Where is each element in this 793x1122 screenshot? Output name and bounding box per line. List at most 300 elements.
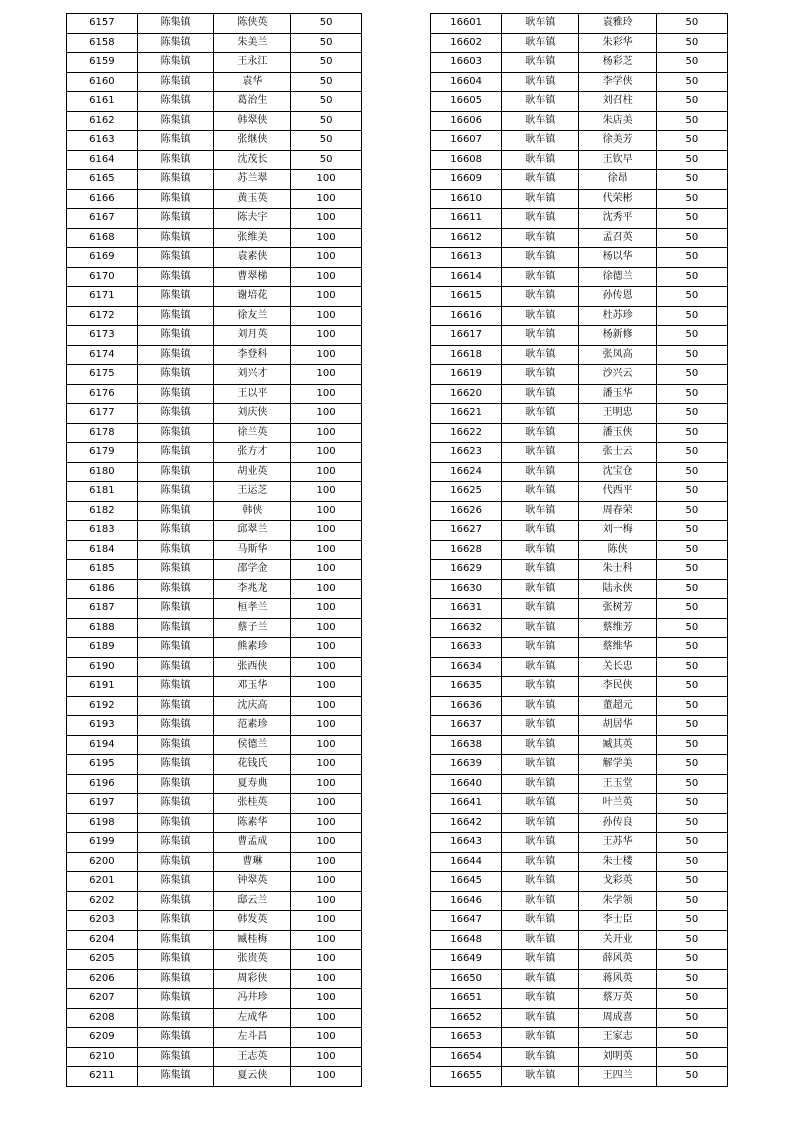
amount-cell: 100 bbox=[291, 365, 362, 385]
person-name-cell: 徐兰英 bbox=[214, 423, 291, 443]
row-number-cell: 6194 bbox=[67, 735, 138, 755]
town-cell: 陈集镇 bbox=[137, 599, 214, 619]
table-row bbox=[431, 1028, 728, 1048]
amount-cell: 50 bbox=[291, 33, 362, 53]
table-row bbox=[67, 365, 362, 385]
row-number-cell: 6174 bbox=[67, 345, 138, 365]
row-number-cell: 6197 bbox=[67, 794, 138, 814]
table-row bbox=[67, 462, 362, 482]
table-row bbox=[431, 53, 728, 73]
table-row bbox=[67, 540, 362, 560]
table-row bbox=[67, 345, 362, 365]
amount-cell: 100 bbox=[291, 540, 362, 560]
town-cell: 耿车镇 bbox=[502, 131, 579, 151]
amount-cell: 100 bbox=[291, 1008, 362, 1028]
person-name-cell: 钟翠英 bbox=[214, 872, 291, 892]
town-cell: 陈集镇 bbox=[137, 930, 214, 950]
row-number-cell: 6202 bbox=[67, 891, 138, 911]
table-row bbox=[67, 131, 362, 151]
row-number-cell: 16641 bbox=[431, 794, 502, 814]
row-number-cell: 16616 bbox=[431, 306, 502, 326]
table-row bbox=[431, 33, 728, 53]
row-number-cell: 6159 bbox=[67, 53, 138, 73]
person-name-cell: 陆永侠 bbox=[579, 579, 656, 599]
town-cell: 陈集镇 bbox=[137, 14, 214, 34]
town-cell: 陈集镇 bbox=[137, 228, 214, 248]
table-row bbox=[431, 677, 728, 697]
table-row bbox=[431, 794, 728, 814]
town-cell: 耿车镇 bbox=[502, 92, 579, 112]
table-row bbox=[431, 891, 728, 911]
town-cell: 陈集镇 bbox=[137, 326, 214, 346]
table-row bbox=[431, 930, 728, 950]
row-number-cell: 16625 bbox=[431, 482, 502, 502]
row-number-cell: 6205 bbox=[67, 950, 138, 970]
town-cell: 耿车镇 bbox=[502, 852, 579, 872]
amount-cell: 100 bbox=[291, 852, 362, 872]
row-number-cell: 16614 bbox=[431, 267, 502, 287]
amount-cell: 50 bbox=[656, 53, 727, 73]
town-cell: 陈集镇 bbox=[137, 677, 214, 697]
person-name-cell: 潘玉侠 bbox=[579, 423, 656, 443]
person-name-cell: 蔡万英 bbox=[579, 989, 656, 1009]
table-row bbox=[431, 287, 728, 307]
amount-cell: 100 bbox=[291, 638, 362, 658]
amount-cell: 100 bbox=[291, 423, 362, 443]
table-row bbox=[431, 872, 728, 892]
row-number-cell: 16630 bbox=[431, 579, 502, 599]
amount-cell: 50 bbox=[656, 170, 727, 190]
town-cell: 耿车镇 bbox=[502, 443, 579, 463]
amount-cell: 100 bbox=[291, 930, 362, 950]
amount-cell: 100 bbox=[291, 482, 362, 502]
amount-cell: 50 bbox=[656, 833, 727, 853]
row-number-cell: 6210 bbox=[67, 1047, 138, 1067]
person-name-cell: 沙兴云 bbox=[579, 365, 656, 385]
amount-cell: 50 bbox=[656, 969, 727, 989]
town-cell: 耿车镇 bbox=[502, 384, 579, 404]
person-name-cell: 朱学领 bbox=[579, 891, 656, 911]
amount-cell: 50 bbox=[656, 677, 727, 697]
row-number-cell: 6199 bbox=[67, 833, 138, 853]
table-row bbox=[431, 462, 728, 482]
table-row bbox=[431, 150, 728, 170]
table-row bbox=[431, 209, 728, 229]
amount-cell: 100 bbox=[291, 170, 362, 190]
person-name-cell: 左成华 bbox=[214, 1008, 291, 1028]
left-roster-table bbox=[66, 13, 362, 1087]
person-name-cell: 曹翠梯 bbox=[214, 267, 291, 287]
town-cell: 耿车镇 bbox=[502, 677, 579, 697]
table-row bbox=[67, 677, 362, 697]
person-name-cell: 周春荣 bbox=[579, 501, 656, 521]
person-name-cell: 李兆龙 bbox=[214, 579, 291, 599]
person-name-cell: 马斯华 bbox=[214, 540, 291, 560]
town-cell: 耿车镇 bbox=[502, 833, 579, 853]
person-name-cell: 陈侠英 bbox=[214, 14, 291, 34]
town-cell: 耿车镇 bbox=[502, 540, 579, 560]
amount-cell: 50 bbox=[656, 735, 727, 755]
town-cell: 陈集镇 bbox=[137, 53, 214, 73]
table-row bbox=[431, 657, 728, 677]
table-row bbox=[431, 189, 728, 209]
table-row bbox=[431, 248, 728, 268]
row-number-cell: 6168 bbox=[67, 228, 138, 248]
amount-cell: 50 bbox=[656, 696, 727, 716]
right-table-body bbox=[431, 14, 728, 1087]
town-cell: 耿车镇 bbox=[502, 423, 579, 443]
row-number-cell: 6169 bbox=[67, 248, 138, 268]
table-row bbox=[431, 540, 728, 560]
table-row bbox=[431, 618, 728, 638]
table-row bbox=[67, 560, 362, 580]
row-number-cell: 6171 bbox=[67, 287, 138, 307]
row-number-cell: 16602 bbox=[431, 33, 502, 53]
row-number-cell: 6181 bbox=[67, 482, 138, 502]
person-name-cell: 朱店美 bbox=[579, 111, 656, 131]
row-number-cell: 16615 bbox=[431, 287, 502, 307]
table-row bbox=[431, 560, 728, 580]
town-cell: 耿车镇 bbox=[502, 189, 579, 209]
person-name-cell: 刘月英 bbox=[214, 326, 291, 346]
person-name-cell: 侯德兰 bbox=[214, 735, 291, 755]
town-cell: 陈集镇 bbox=[137, 813, 214, 833]
person-name-cell: 朱士楼 bbox=[579, 852, 656, 872]
amount-cell: 50 bbox=[656, 930, 727, 950]
amount-cell: 100 bbox=[291, 989, 362, 1009]
row-number-cell: 6198 bbox=[67, 813, 138, 833]
town-cell: 陈集镇 bbox=[137, 443, 214, 463]
table-row bbox=[67, 657, 362, 677]
amount-cell: 50 bbox=[656, 248, 727, 268]
person-name-cell: 陈素华 bbox=[214, 813, 291, 833]
person-name-cell: 黄玉英 bbox=[214, 189, 291, 209]
amount-cell: 50 bbox=[656, 891, 727, 911]
row-number-cell: 16634 bbox=[431, 657, 502, 677]
table-row bbox=[431, 735, 728, 755]
town-cell: 耿车镇 bbox=[502, 1028, 579, 1048]
table-row bbox=[431, 482, 728, 502]
table-row bbox=[67, 326, 362, 346]
table-row bbox=[67, 852, 362, 872]
person-name-cell: 冯井珍 bbox=[214, 989, 291, 1009]
row-number-cell: 6172 bbox=[67, 306, 138, 326]
table-row bbox=[431, 716, 728, 736]
person-name-cell: 曹孟成 bbox=[214, 833, 291, 853]
amount-cell: 100 bbox=[291, 872, 362, 892]
table-row bbox=[431, 579, 728, 599]
row-number-cell: 6190 bbox=[67, 657, 138, 677]
town-cell: 耿车镇 bbox=[502, 287, 579, 307]
row-number-cell: 16619 bbox=[431, 365, 502, 385]
table-row bbox=[67, 267, 362, 287]
town-cell: 耿车镇 bbox=[502, 521, 579, 541]
town-cell: 陈集镇 bbox=[137, 657, 214, 677]
amount-cell: 50 bbox=[656, 579, 727, 599]
town-cell: 陈集镇 bbox=[137, 579, 214, 599]
row-number-cell: 6157 bbox=[67, 14, 138, 34]
town-cell: 耿车镇 bbox=[502, 228, 579, 248]
row-number-cell: 6165 bbox=[67, 170, 138, 190]
town-cell: 耿车镇 bbox=[502, 599, 579, 619]
amount-cell: 50 bbox=[656, 1028, 727, 1048]
table-row bbox=[67, 950, 362, 970]
table-row bbox=[431, 384, 728, 404]
row-number-cell: 6187 bbox=[67, 599, 138, 619]
person-name-cell: 刘庆侠 bbox=[214, 404, 291, 424]
row-number-cell: 16640 bbox=[431, 774, 502, 794]
person-name-cell: 朱彩华 bbox=[579, 33, 656, 53]
amount-cell: 100 bbox=[291, 404, 362, 424]
row-number-cell: 6182 bbox=[67, 501, 138, 521]
person-name-cell: 臧其英 bbox=[579, 735, 656, 755]
table-row bbox=[67, 384, 362, 404]
person-name-cell: 朱美兰 bbox=[214, 33, 291, 53]
person-name-cell: 张继侠 bbox=[214, 131, 291, 151]
amount-cell: 50 bbox=[656, 404, 727, 424]
town-cell: 陈集镇 bbox=[137, 287, 214, 307]
town-cell: 陈集镇 bbox=[137, 33, 214, 53]
town-cell: 陈集镇 bbox=[137, 833, 214, 853]
amount-cell: 100 bbox=[291, 521, 362, 541]
town-cell: 陈集镇 bbox=[137, 189, 214, 209]
row-number-cell: 16620 bbox=[431, 384, 502, 404]
amount-cell: 50 bbox=[291, 131, 362, 151]
town-cell: 陈集镇 bbox=[137, 1047, 214, 1067]
row-number-cell: 16622 bbox=[431, 423, 502, 443]
town-cell: 耿车镇 bbox=[502, 969, 579, 989]
row-number-cell: 16612 bbox=[431, 228, 502, 248]
town-cell: 陈集镇 bbox=[137, 852, 214, 872]
person-name-cell: 陈侠 bbox=[579, 540, 656, 560]
table-row bbox=[67, 774, 362, 794]
row-number-cell: 6188 bbox=[67, 618, 138, 638]
town-cell: 耿车镇 bbox=[502, 267, 579, 287]
amount-cell: 50 bbox=[656, 638, 727, 658]
amount-cell: 50 bbox=[291, 111, 362, 131]
amount-cell: 50 bbox=[656, 111, 727, 131]
town-cell: 耿车镇 bbox=[502, 170, 579, 190]
amount-cell: 100 bbox=[291, 248, 362, 268]
person-name-cell: 关长忠 bbox=[579, 657, 656, 677]
person-name-cell: 谢培花 bbox=[214, 287, 291, 307]
amount-cell: 50 bbox=[656, 521, 727, 541]
table-row bbox=[431, 1047, 728, 1067]
town-cell: 耿车镇 bbox=[502, 150, 579, 170]
amount-cell: 50 bbox=[656, 189, 727, 209]
amount-cell: 50 bbox=[291, 150, 362, 170]
person-name-cell: 王运芝 bbox=[214, 482, 291, 502]
amount-cell: 50 bbox=[656, 365, 727, 385]
person-name-cell: 陈夫宇 bbox=[214, 209, 291, 229]
row-number-cell: 16624 bbox=[431, 462, 502, 482]
person-name-cell: 李学侠 bbox=[579, 72, 656, 92]
table-row bbox=[431, 131, 728, 151]
person-name-cell: 李登科 bbox=[214, 345, 291, 365]
amount-cell: 50 bbox=[656, 92, 727, 112]
amount-cell: 50 bbox=[656, 209, 727, 229]
town-cell: 耿车镇 bbox=[502, 716, 579, 736]
amount-cell: 50 bbox=[656, 33, 727, 53]
town-cell: 陈集镇 bbox=[137, 989, 214, 1009]
town-cell: 陈集镇 bbox=[137, 1028, 214, 1048]
row-number-cell: 6179 bbox=[67, 443, 138, 463]
town-cell: 耿车镇 bbox=[502, 248, 579, 268]
row-number-cell: 6163 bbox=[67, 131, 138, 151]
row-number-cell: 6180 bbox=[67, 462, 138, 482]
table-row bbox=[67, 287, 362, 307]
town-cell: 陈集镇 bbox=[137, 774, 214, 794]
town-cell: 陈集镇 bbox=[137, 638, 214, 658]
person-name-cell: 杨新修 bbox=[579, 326, 656, 346]
table-row bbox=[67, 618, 362, 638]
town-cell: 陈集镇 bbox=[137, 72, 214, 92]
person-name-cell: 张西侠 bbox=[214, 657, 291, 677]
town-cell: 耿车镇 bbox=[502, 365, 579, 385]
table-row bbox=[67, 170, 362, 190]
table-row bbox=[67, 33, 362, 53]
row-number-cell: 6158 bbox=[67, 33, 138, 53]
row-number-cell: 16610 bbox=[431, 189, 502, 209]
person-name-cell: 戈彩英 bbox=[579, 872, 656, 892]
amount-cell: 100 bbox=[291, 969, 362, 989]
amount-cell: 100 bbox=[291, 345, 362, 365]
amount-cell: 50 bbox=[656, 501, 727, 521]
amount-cell: 50 bbox=[656, 599, 727, 619]
town-cell: 陈集镇 bbox=[137, 423, 214, 443]
row-number-cell: 16654 bbox=[431, 1047, 502, 1067]
table-row bbox=[67, 111, 362, 131]
amount-cell: 50 bbox=[656, 774, 727, 794]
town-cell: 耿车镇 bbox=[502, 618, 579, 638]
right-roster-table bbox=[430, 13, 728, 1087]
amount-cell: 100 bbox=[291, 560, 362, 580]
amount-cell: 100 bbox=[291, 891, 362, 911]
person-name-cell: 胡业英 bbox=[214, 462, 291, 482]
row-number-cell: 6184 bbox=[67, 540, 138, 560]
town-cell: 陈集镇 bbox=[137, 618, 214, 638]
amount-cell: 50 bbox=[656, 618, 727, 638]
table-row bbox=[67, 14, 362, 34]
town-cell: 陈集镇 bbox=[137, 560, 214, 580]
person-name-cell: 关开业 bbox=[579, 930, 656, 950]
table-row bbox=[67, 53, 362, 73]
row-number-cell: 16652 bbox=[431, 1008, 502, 1028]
person-name-cell: 王四兰 bbox=[579, 1067, 656, 1087]
amount-cell: 50 bbox=[656, 443, 727, 463]
row-number-cell: 16651 bbox=[431, 989, 502, 1009]
table-row bbox=[431, 813, 728, 833]
amount-cell: 50 bbox=[656, 911, 727, 931]
row-number-cell: 6211 bbox=[67, 1067, 138, 1087]
row-number-cell: 16632 bbox=[431, 618, 502, 638]
town-cell: 耿车镇 bbox=[502, 209, 579, 229]
amount-cell: 100 bbox=[291, 287, 362, 307]
row-number-cell: 6191 bbox=[67, 677, 138, 697]
amount-cell: 50 bbox=[291, 72, 362, 92]
table-row bbox=[67, 404, 362, 424]
person-name-cell: 刘召柱 bbox=[579, 92, 656, 112]
town-cell: 耿车镇 bbox=[502, 111, 579, 131]
town-cell: 耿车镇 bbox=[502, 33, 579, 53]
person-name-cell: 孟召英 bbox=[579, 228, 656, 248]
person-name-cell: 张士云 bbox=[579, 443, 656, 463]
row-number-cell: 6206 bbox=[67, 969, 138, 989]
person-name-cell: 代荣彬 bbox=[579, 189, 656, 209]
person-name-cell: 徐美芳 bbox=[579, 131, 656, 151]
person-name-cell: 徐昂 bbox=[579, 170, 656, 190]
table-row bbox=[431, 1008, 728, 1028]
table-row bbox=[431, 267, 728, 287]
table-row bbox=[67, 1008, 362, 1028]
table-row bbox=[431, 345, 728, 365]
table-row bbox=[431, 696, 728, 716]
person-name-cell: 周彩侠 bbox=[214, 969, 291, 989]
row-number-cell: 16627 bbox=[431, 521, 502, 541]
town-cell: 耿车镇 bbox=[502, 462, 579, 482]
person-name-cell: 葛治生 bbox=[214, 92, 291, 112]
person-name-cell: 薛风英 bbox=[579, 950, 656, 970]
row-number-cell: 6167 bbox=[67, 209, 138, 229]
amount-cell: 100 bbox=[291, 228, 362, 248]
row-number-cell: 16617 bbox=[431, 326, 502, 346]
person-name-cell: 刘一梅 bbox=[579, 521, 656, 541]
amount-cell: 50 bbox=[656, 852, 727, 872]
row-number-cell: 16639 bbox=[431, 755, 502, 775]
row-number-cell: 16613 bbox=[431, 248, 502, 268]
amount-cell: 50 bbox=[656, 950, 727, 970]
person-name-cell: 沈庆高 bbox=[214, 696, 291, 716]
table-row bbox=[67, 1028, 362, 1048]
table-row bbox=[67, 248, 362, 268]
amount-cell: 50 bbox=[656, 1067, 727, 1087]
person-name-cell: 杨以华 bbox=[579, 248, 656, 268]
person-name-cell: 夏寿典 bbox=[214, 774, 291, 794]
town-cell: 陈集镇 bbox=[137, 521, 214, 541]
amount-cell: 100 bbox=[291, 813, 362, 833]
row-number-cell: 16653 bbox=[431, 1028, 502, 1048]
table-row bbox=[431, 404, 728, 424]
person-name-cell: 徐友兰 bbox=[214, 306, 291, 326]
amount-cell: 100 bbox=[291, 911, 362, 931]
row-number-cell: 16648 bbox=[431, 930, 502, 950]
town-cell: 陈集镇 bbox=[137, 696, 214, 716]
row-number-cell: 6200 bbox=[67, 852, 138, 872]
table-row bbox=[431, 989, 728, 1009]
town-cell: 耿车镇 bbox=[502, 14, 579, 34]
amount-cell: 50 bbox=[656, 989, 727, 1009]
table-row bbox=[67, 930, 362, 950]
person-name-cell: 曹琳 bbox=[214, 852, 291, 872]
person-name-cell: 潘玉华 bbox=[579, 384, 656, 404]
amount-cell: 100 bbox=[291, 618, 362, 638]
person-name-cell: 王苏华 bbox=[579, 833, 656, 853]
table-row bbox=[431, 911, 728, 931]
amount-cell: 100 bbox=[291, 1028, 362, 1048]
person-name-cell: 朱士科 bbox=[579, 560, 656, 580]
row-number-cell: 16607 bbox=[431, 131, 502, 151]
table-row bbox=[67, 872, 362, 892]
amount-cell: 50 bbox=[656, 228, 727, 248]
person-name-cell: 夏云侠 bbox=[214, 1067, 291, 1087]
amount-cell: 100 bbox=[291, 774, 362, 794]
row-number-cell: 6208 bbox=[67, 1008, 138, 1028]
amount-cell: 100 bbox=[291, 1047, 362, 1067]
row-number-cell: 6162 bbox=[67, 111, 138, 131]
table-row bbox=[67, 92, 362, 112]
amount-cell: 100 bbox=[291, 209, 362, 229]
person-name-cell: 叶兰英 bbox=[579, 794, 656, 814]
